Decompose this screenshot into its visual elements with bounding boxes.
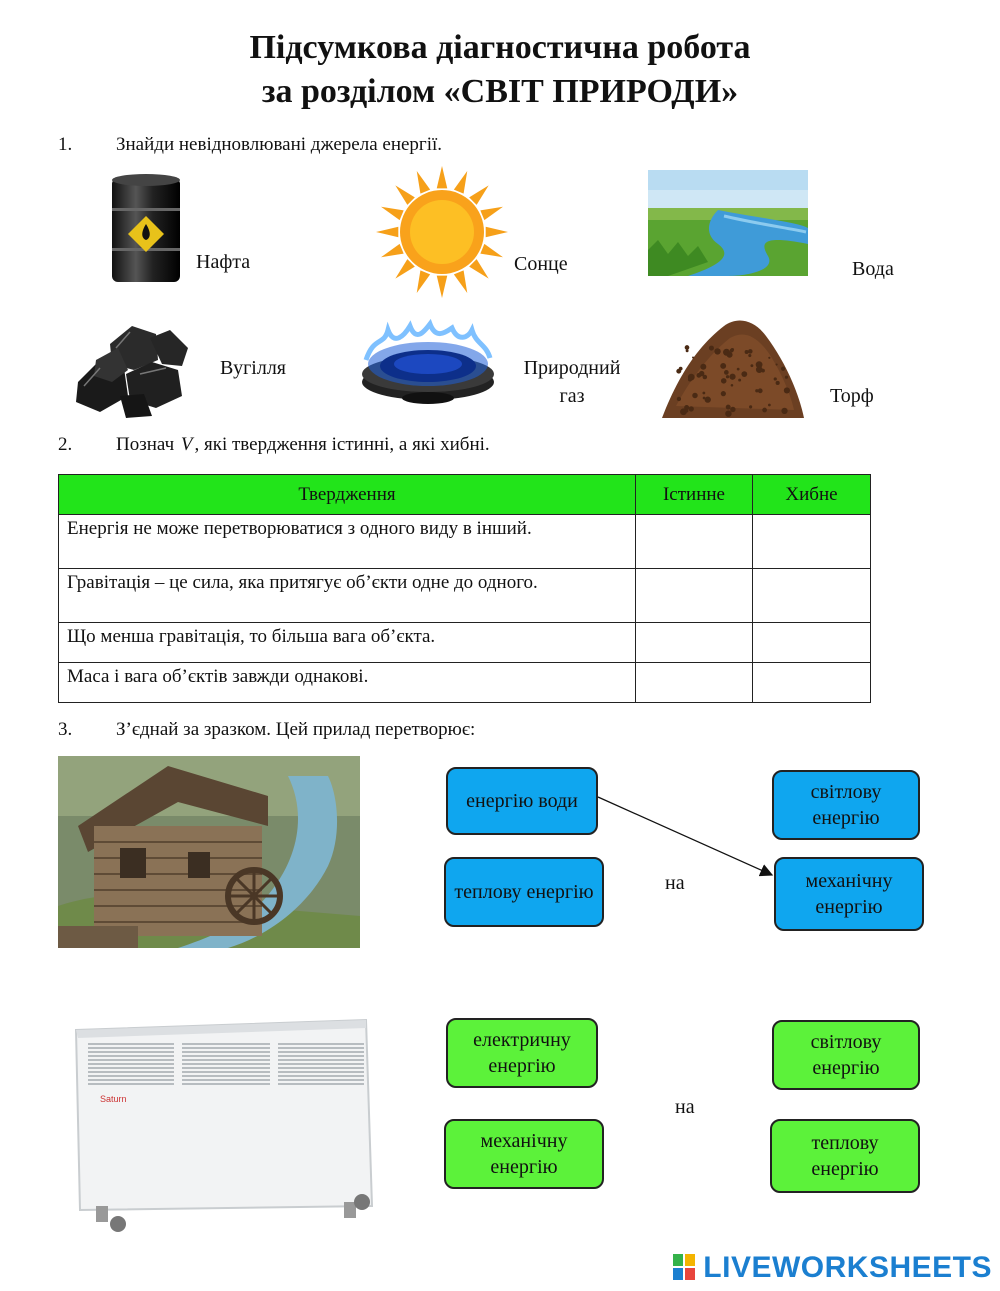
question-2-text-before: Познач [116, 434, 175, 455]
table-row [59, 623, 871, 663]
sample-connection-arrow [596, 795, 780, 881]
mill-left-option-water-energy[interactable]: енергію води [446, 767, 598, 835]
page-title-line-1: Підсумкова діагностична робота [249, 29, 751, 66]
heater-right-option-heat-energy[interactable]: теплову енергію [770, 1119, 920, 1193]
gas-burner-image [344, 316, 512, 408]
heater-right-option-light-energy[interactable]: світлову енергію [772, 1020, 920, 1090]
statement-cell: Маса і вага об’єктів завжди однакові. [59, 663, 636, 703]
peat-image [658, 306, 806, 428]
electric-heater-image [66, 1016, 378, 1234]
mill-right-option-light-energy[interactable]: світлову енергію [772, 770, 920, 840]
false-answer-cell[interactable] [753, 515, 871, 569]
oil-barrel-image [108, 172, 184, 288]
statement-cell: Гравітація – це сила, яка притягує об’єкти одне до одного. [59, 569, 636, 623]
question-2-text [116, 434, 490, 456]
question-2-mark-symbol: V [180, 434, 193, 455]
table-row [59, 569, 871, 623]
question-1-text: Знайди невідновлювані джерела енергії. [116, 134, 443, 155]
header-statement: Твердження [59, 475, 636, 515]
false-answer-cell[interactable] [753, 623, 871, 663]
label-sun[interactable]: Сонце [514, 253, 568, 275]
watermill-image [58, 756, 360, 948]
heater-connector-word: на [675, 1096, 695, 1118]
label-natural-gas-line-1[interactable]: Природний [523, 357, 621, 379]
mill-left-option-heat-energy[interactable]: теплову енергію [444, 857, 604, 927]
true-answer-cell[interactable] [636, 623, 753, 663]
table-row [59, 663, 871, 703]
sun-image [374, 164, 510, 300]
river-landscape-image [648, 170, 808, 276]
table-header-row [59, 475, 871, 515]
statement-cell: Енергія не може перетворюватися з одного виду в інший. [59, 515, 636, 569]
label-coal[interactable]: Вугілля [220, 357, 286, 379]
true-answer-cell[interactable] [636, 515, 753, 569]
heater-left-option-mechanical-energy[interactable]: механічну енергію [444, 1119, 604, 1189]
label-natural-gas-line-2[interactable]: газ [559, 385, 585, 407]
false-answer-cell[interactable] [753, 663, 871, 703]
question-2-text-after: , які твердження істинні, а які хибні. [194, 434, 490, 455]
table-row [59, 515, 871, 569]
header-true: Істинне [636, 475, 753, 515]
mill-right-option-mechanical-energy[interactable]: механічну енергію [774, 857, 924, 931]
header-false: Хибне [753, 475, 871, 515]
false-answer-cell[interactable] [753, 569, 871, 623]
question-2-number: 2. [58, 434, 73, 455]
true-answer-cell[interactable] [636, 663, 753, 703]
heater-brand-logo: Saturn [100, 1094, 127, 1104]
true-answer-cell[interactable] [636, 569, 753, 623]
mill-connector-word: на [665, 872, 685, 894]
liveworksheets-logo-icon [673, 1254, 697, 1282]
question-3-text: З’єднай за зразком. Цей прилад перетворює: [116, 719, 476, 740]
liveworksheets-logo[interactable] [673, 1252, 992, 1284]
label-oil[interactable]: Нафта [196, 251, 251, 273]
question-1-number: 1. [58, 134, 73, 155]
heater-left-option-electric-energy[interactable]: електричну енергію [446, 1018, 598, 1088]
liveworksheets-logo-text: LIVEWORKSHEETS [703, 1251, 992, 1284]
page-title-line-2: за розділом «СВІТ ПРИРОДИ» [261, 73, 739, 110]
question-3-number: 3. [58, 719, 73, 740]
label-water[interactable]: Вода [852, 258, 894, 280]
statements-table [58, 474, 871, 703]
coal-image [70, 304, 194, 420]
statement-cell: Що менша гравітація, то більша вага об’єкта. [59, 623, 636, 663]
label-peat[interactable]: Торф [830, 385, 874, 407]
